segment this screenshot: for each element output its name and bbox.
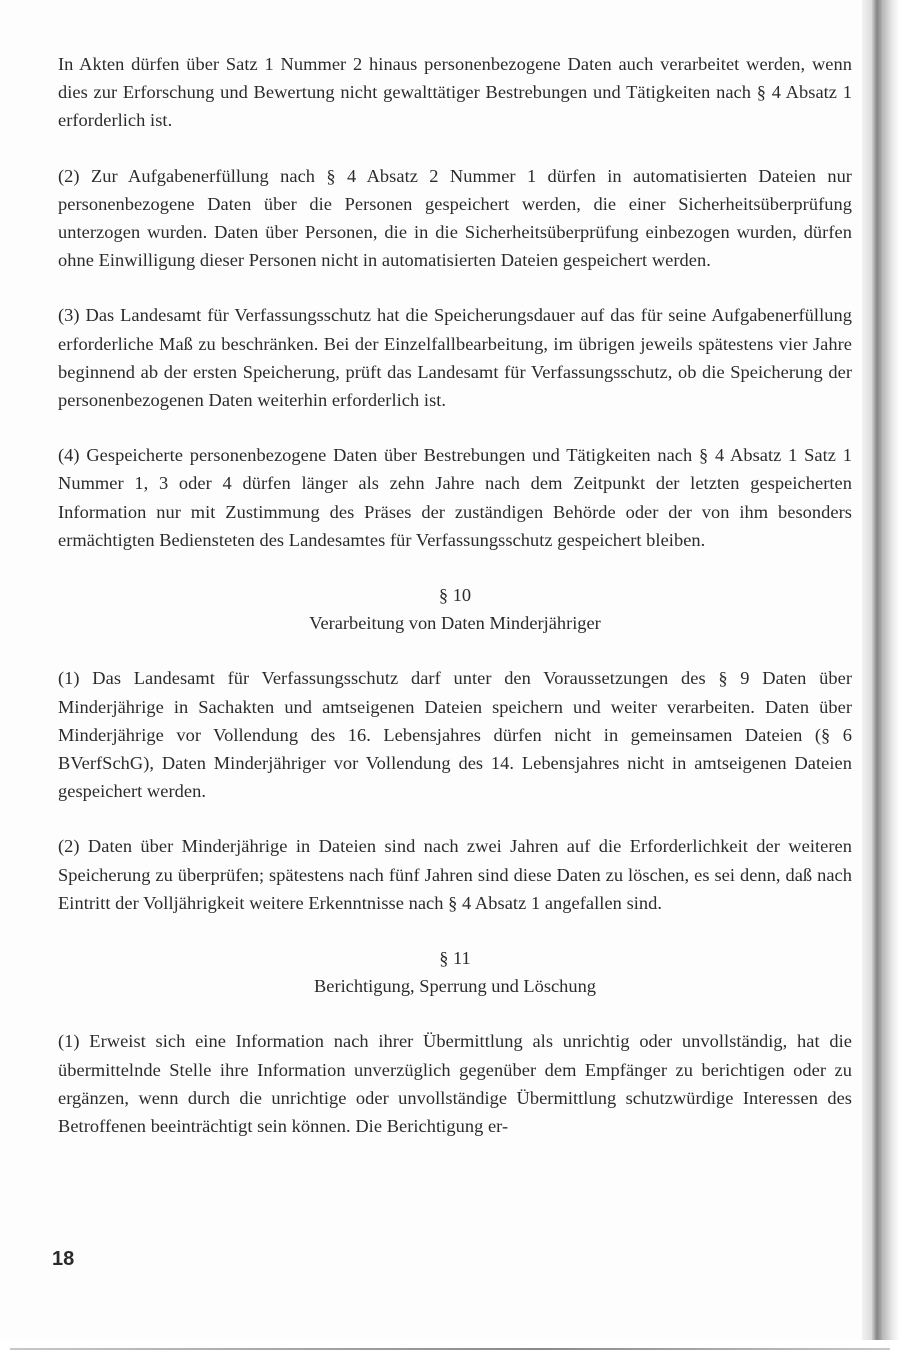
section-11-title: Berichtigung, Sperrung und Löschung xyxy=(314,976,596,997)
paragraph-10-1: (1) Das Landesamt für Verfassungsschutz darf unter den Voraussetzungen des § 9 Daten über Minderjährige in Sachakten und amtseigenen Dateien speichern und weiter verarbeiten. Daten über Minderjährige vor Vollendung des 16. Lebensjahres dürfen nicht in gemeinsamen Dateien (§ 6 BVerfSchG), Daten Minderjähriger vor Vollendung des 14. Lebensjahres nicht in amtseigenen Dateien gespeichert werden. xyxy=(58,668,852,802)
paragraph-9-4: (4) Gespeicherte personenbezogene Daten über Bestrebungen und Tätigkeiten nach § 4 Absatz 1 Satz 1 Nummer 1, 3 oder 4 dürfen länger als zehn Jahre nach dem Zeitpunkt der letzten gespeicherten Information nur mit Zustimmung des Präses der zuständigen Behörde oder der von ihm besonders ermächtigten Bediensteten des Landesamtes für Verfassungsschutz gespeichert bleiben. xyxy=(58,445,852,550)
page-bottom-edge xyxy=(10,1348,890,1350)
section-11 xyxy=(58,944,852,1000)
section-10-number: § 10 xyxy=(438,585,472,606)
paragraph-intro-1: In Akten dürfen über Satz 1 Nummer 2 hinaus personenbezogene Daten auch verarbeitet werden, wenn dies zur Erforschung und Bewertung nicht gewalttätiger Bestrebungen und Tätigkeiten nach § 4 Absatz 1 erforderlich ist. xyxy=(58,54,852,131)
paragraph-10-2: (2) Daten über Minderjährige in Dateien sind nach zwei Jahren auf die Erforderlichkeit der weiteren Speicherung zu überprüfen; spätestens nach fünf Jahren sind diese Daten zu löschen, es sei denn, daß nach Eintritt der Volljährigkeit weitere Erkenntnisse nach § 4 Absatz 1 angefallen sind. xyxy=(58,836,852,913)
paragraph-9-2: (2) Zur Aufgabenerfüllung nach § 4 Absatz 2 Nummer 1 dürfen in automatisierten Dateien nur personenbezogene Daten über die Personen gespeichert werden, die einer Sicherheitsüberprüfung unterzogen wurden. Daten über Personen, die in die Sicherheitsüberprüfung einbezogen wurden, dürfen ohne Einwilligung dieser Personen nicht in automatisierten Dateien gespeichert werden. xyxy=(58,165,852,271)
page-number: 18 xyxy=(52,1248,75,1270)
section-11-number: § 11 xyxy=(439,948,471,969)
paragraph-11-1: (1) Erweist sich eine Information nach ihrer Übermittlung als unrichtig oder unvollständig, hat die übermittelnde Stelle ihre Information unverzüglich gegenüber dem Empfänger zu berichtigen oder zu ergänzen, wenn durch die unrichtige oder unvollständige Übermittlung schutzwürdige Interessen des Betroffenen beeinträchtigt sein können. Die Berichtigung er- xyxy=(58,1031,852,1137)
paragraph-9-3: (3) Das Landesamt für Verfassungsschutz hat die Speicherungsdauer auf das für seine Aufgabenerfüllung erforderliche Maß zu beschränken. Bei der Einzelfallbearbeitung, im übrigen jeweils spätestens vier Jahre beginnend ab der ersten Speicherung, prüft das Landesamt für Verfassungsschutz, ob die Speicherung der personenbezogenen Daten weiterhin erforderlich ist. xyxy=(58,305,852,411)
page-edge-binding xyxy=(872,0,882,1340)
section-10-title: Verarbeitung von Daten Minderjähriger xyxy=(309,613,601,634)
section-10 xyxy=(58,581,852,637)
document-body xyxy=(58,50,852,1140)
